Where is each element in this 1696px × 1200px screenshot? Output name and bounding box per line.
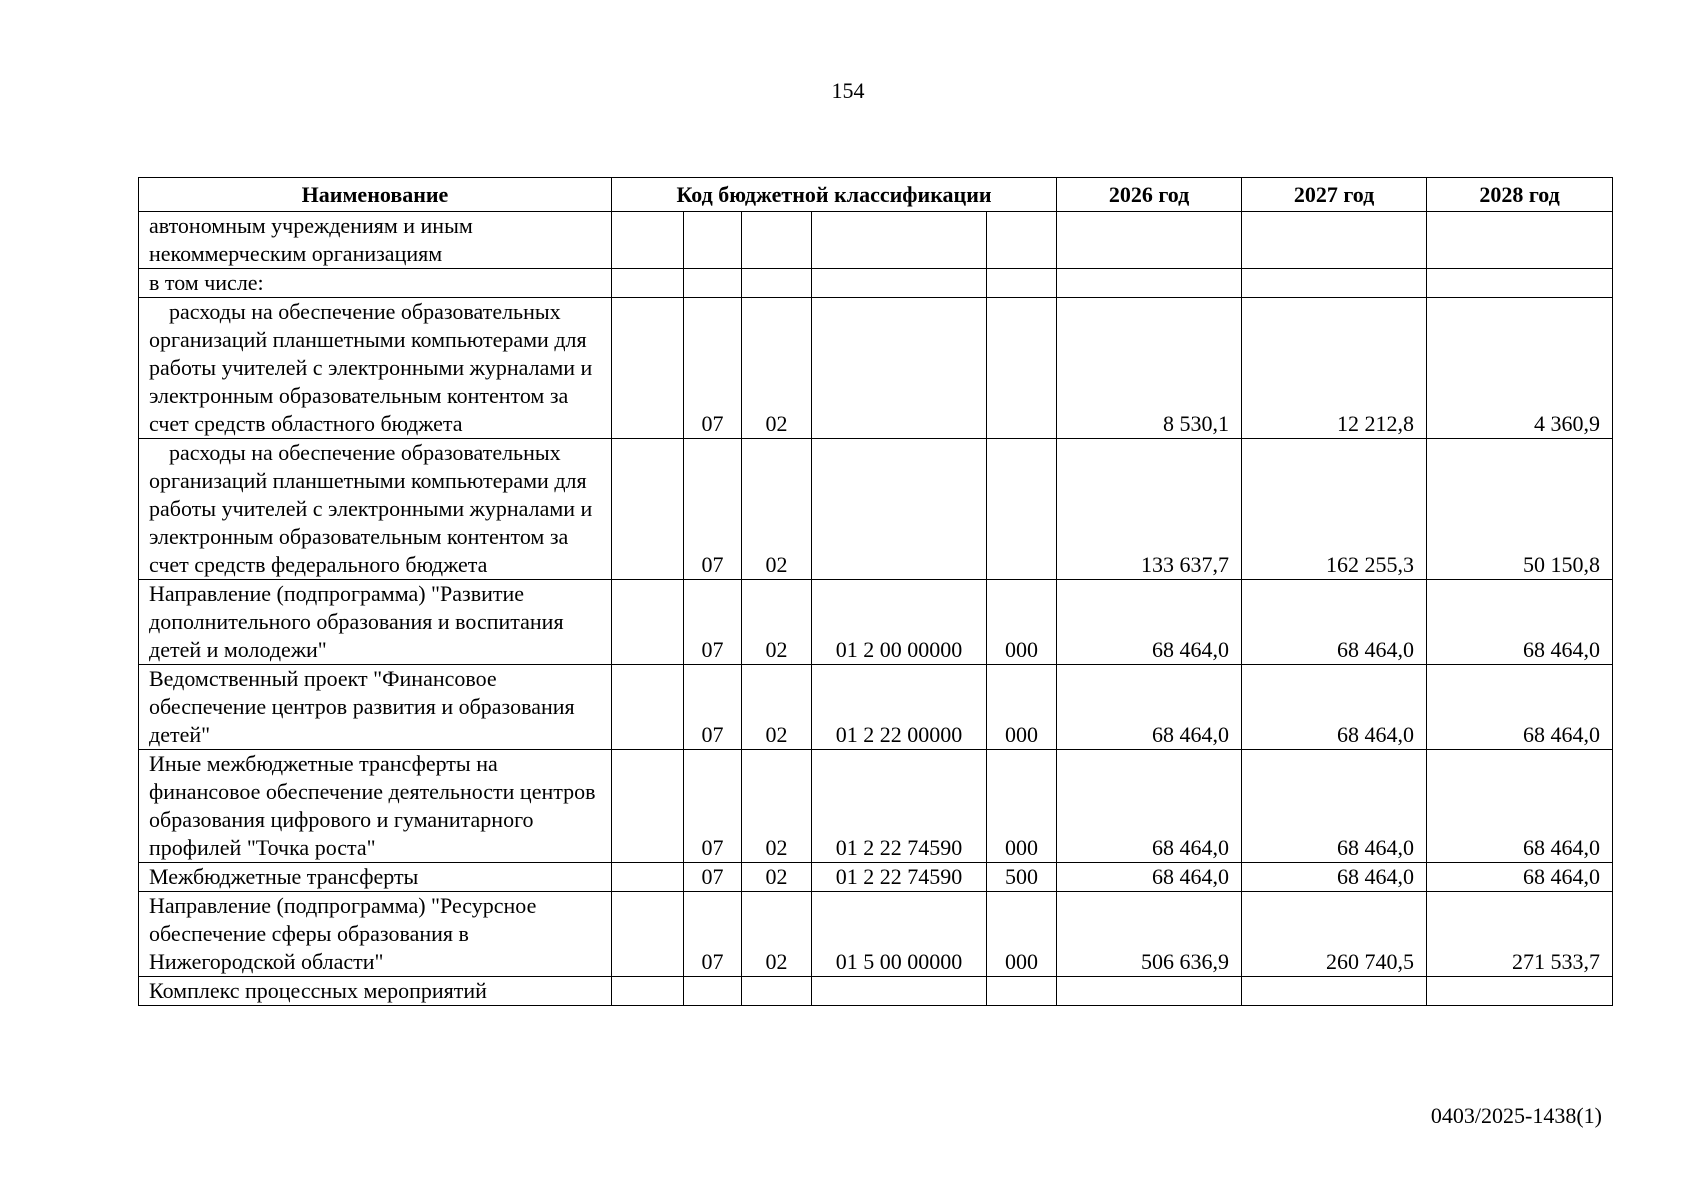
cell-2026: 68 464,0 (1057, 750, 1242, 863)
table-header-row (139, 178, 1613, 212)
cell-2028 (1427, 269, 1613, 298)
cell-expense-type: 000 (987, 892, 1057, 977)
cell-subsection (742, 977, 812, 1006)
cell-spacer (612, 665, 684, 750)
cell-spacer (612, 977, 684, 1006)
cell-2026: 68 464,0 (1057, 863, 1242, 892)
cell-2028: 68 464,0 (1427, 863, 1613, 892)
cell-target-article (812, 298, 987, 439)
cell-section: 07 (684, 892, 742, 977)
cell-2026: 506 636,9 (1057, 892, 1242, 977)
cell-expense-type (987, 212, 1057, 269)
header-name: Наименование (139, 178, 612, 212)
cell-name: Направление (подпрограмма) "Ресурсное обеспечение сферы образования в Нижегородской области" (139, 892, 612, 977)
cell-expense-type (987, 269, 1057, 298)
cell-section: 07 (684, 863, 742, 892)
cell-spacer (612, 298, 684, 439)
cell-spacer (612, 580, 684, 665)
page-number: 154 (831, 78, 865, 103)
cell-spacer (612, 863, 684, 892)
cell-section (684, 269, 742, 298)
cell-2028: 50 150,8 (1427, 439, 1613, 580)
cell-target-article (812, 269, 987, 298)
cell-name: в том числе: (139, 269, 612, 298)
cell-2027: 68 464,0 (1242, 863, 1427, 892)
table-row (139, 580, 1613, 665)
cell-spacer (612, 892, 684, 977)
cell-2028: 68 464,0 (1427, 750, 1613, 863)
cell-name: расходы на обеспечение образовательных организаций планшетными компьютерами для работы учителей с электронными журналами и электронным образовательным контентом за счет средств федерального бюджета (139, 439, 612, 580)
cell-2028: 4 360,9 (1427, 298, 1613, 439)
table-row (139, 298, 1613, 439)
cell-expense-type (987, 298, 1057, 439)
cell-expense-type: 000 (987, 665, 1057, 750)
cell-name: Комплекс процессных мероприятий (139, 977, 612, 1006)
header-code: Код бюджетной классификации (612, 178, 1057, 212)
cell-section: 07 (684, 665, 742, 750)
cell-subsection (742, 212, 812, 269)
table-row (139, 750, 1613, 863)
document-code: 0403/2025-1438(1) (1430, 1103, 1602, 1128)
cell-2027: 68 464,0 (1242, 750, 1427, 863)
cell-subsection: 02 (742, 750, 812, 863)
cell-subsection: 02 (742, 665, 812, 750)
header-2028: 2028 год (1427, 178, 1613, 212)
cell-2027: 12 212,8 (1242, 298, 1427, 439)
cell-section: 07 (684, 580, 742, 665)
cell-2027: 162 255,3 (1242, 439, 1427, 580)
cell-2026 (1057, 212, 1242, 269)
cell-section (684, 977, 742, 1006)
header-2026: 2026 год (1057, 178, 1242, 212)
cell-section (684, 212, 742, 269)
cell-spacer (612, 750, 684, 863)
cell-spacer (612, 212, 684, 269)
cell-2026: 8 530,1 (1057, 298, 1242, 439)
cell-subsection: 02 (742, 863, 812, 892)
cell-expense-type: 500 (987, 863, 1057, 892)
cell-expense-type: 000 (987, 750, 1057, 863)
cell-2027: 68 464,0 (1242, 665, 1427, 750)
cell-2028 (1427, 977, 1613, 1006)
cell-name: Ведомственный проект "Финансовое обеспечение центров развития и образования детей" (139, 665, 612, 750)
table-row (139, 863, 1613, 892)
cell-subsection: 02 (742, 580, 812, 665)
cell-subsection: 02 (742, 892, 812, 977)
cell-2026: 133 637,7 (1057, 439, 1242, 580)
cell-subsection: 02 (742, 298, 812, 439)
cell-spacer (612, 269, 684, 298)
cell-spacer (612, 439, 684, 580)
cell-2027: 260 740,5 (1242, 892, 1427, 977)
cell-section: 07 (684, 750, 742, 863)
budget-table (138, 177, 1613, 1006)
table-row (139, 212, 1613, 269)
cell-target-article (812, 439, 987, 580)
cell-target-article: 01 2 22 74590 (812, 863, 987, 892)
cell-2027 (1242, 212, 1427, 269)
cell-target-article: 01 5 00 00000 (812, 892, 987, 977)
cell-2027 (1242, 269, 1427, 298)
cell-target-article: 01 2 22 00000 (812, 665, 987, 750)
table-row (139, 439, 1613, 580)
table-row (139, 665, 1613, 750)
cell-name: Иные межбюджетные трансферты на финансовое обеспечение деятельности центров образования цифрового и гуманитарного профилей "Точка роста" (139, 750, 612, 863)
table-row (139, 892, 1613, 977)
cell-target-article: 01 2 22 74590 (812, 750, 987, 863)
cell-2026: 68 464,0 (1057, 665, 1242, 750)
cell-target-article (812, 977, 987, 1006)
cell-2028: 68 464,0 (1427, 665, 1613, 750)
header-2027: 2027 год (1242, 178, 1427, 212)
cell-target-article (812, 212, 987, 269)
table-row (139, 977, 1613, 1006)
cell-subsection: 02 (742, 439, 812, 580)
cell-subsection (742, 269, 812, 298)
cell-name: расходы на обеспечение образовательных организаций планшетными компьютерами для работы учителей с электронными журналами и электронным образовательным контентом за счет средств областного бюджета (139, 298, 612, 439)
cell-2028: 68 464,0 (1427, 580, 1613, 665)
cell-2026 (1057, 269, 1242, 298)
cell-target-article: 01 2 00 00000 (812, 580, 987, 665)
cell-2026 (1057, 977, 1242, 1006)
cell-name: Направление (подпрограмма) "Развитие дополнительного образования и воспитания детей и молодежи" (139, 580, 612, 665)
cell-section: 07 (684, 298, 742, 439)
table-row (139, 269, 1613, 298)
cell-expense-type (987, 977, 1057, 1006)
cell-name: автономным учреждениям и иным некоммерческим организациям (139, 212, 612, 269)
table-body (139, 212, 1613, 1006)
cell-2026: 68 464,0 (1057, 580, 1242, 665)
cell-expense-type (987, 439, 1057, 580)
cell-section: 07 (684, 439, 742, 580)
cell-2028: 271 533,7 (1427, 892, 1613, 977)
cell-2028 (1427, 212, 1613, 269)
cell-2027: 68 464,0 (1242, 580, 1427, 665)
cell-expense-type: 000 (987, 580, 1057, 665)
cell-name: Межбюджетные трансферты (139, 863, 612, 892)
cell-2027 (1242, 977, 1427, 1006)
